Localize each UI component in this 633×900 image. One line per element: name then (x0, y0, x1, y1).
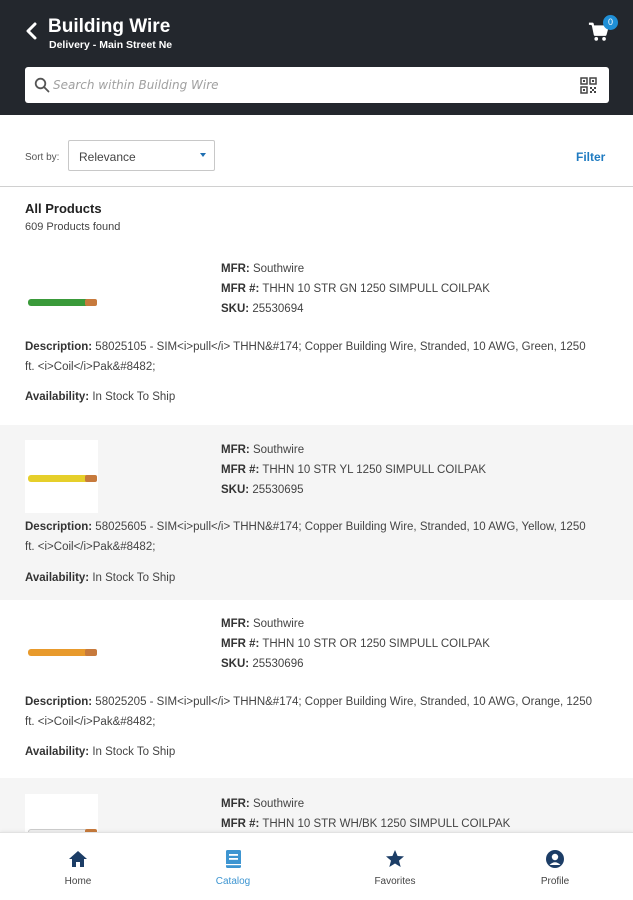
product-image (25, 440, 98, 513)
availability-label: Availability: (25, 391, 90, 403)
product-description (25, 337, 595, 377)
sku-label: SKU: (221, 303, 250, 315)
mfr-num-label: MFR #: (221, 464, 260, 476)
sku-label: SKU: (221, 658, 250, 670)
mfr-num-label: MFR #: (221, 818, 260, 830)
product-card[interactable] (0, 425, 633, 600)
cart-count-badge: 0 (603, 15, 618, 30)
catalog-icon (223, 849, 243, 869)
product-description (25, 517, 595, 557)
mfr-num-line (221, 634, 490, 654)
product-availability (25, 746, 175, 758)
page-title: Building Wire (48, 16, 171, 37)
availability-label: Availability: (25, 746, 90, 758)
description-label: Description: (25, 341, 93, 353)
search-icon (34, 77, 50, 93)
mfr-num-label: MFR #: (221, 283, 260, 295)
mfr-label: MFR: (221, 444, 250, 456)
mfr-line (221, 259, 490, 279)
availability-value: In Stock To Ship (92, 391, 176, 403)
wire-tip-image (85, 649, 97, 656)
mfr-num-value: THHN 10 STR WH/BK 1250 SIMPULL COILPAK (262, 818, 511, 830)
product-card[interactable] (0, 600, 633, 778)
nav-label: Catalog (215, 876, 251, 887)
mfr-value: Southwire (252, 263, 305, 275)
sort-label: Sort by: (25, 152, 60, 163)
sku-line (221, 654, 490, 674)
qr-code-icon[interactable] (580, 77, 597, 94)
mfr-num-value: THHN 10 STR GN 1250 SIMPULL COILPAK (262, 283, 490, 295)
filter-button[interactable]: Filter (576, 150, 606, 164)
nav-profile[interactable] (505, 833, 605, 900)
description-value: 58025605 - SIM<i>pull</i> THHN&#174; Copper Building Wire, Stranded, 10 AWG, Yellow, 1250 ft. <i>Coil</i>Pak&#8482; (25, 521, 586, 553)
nav-catalog[interactable] (183, 833, 283, 900)
caret-down-icon (200, 153, 206, 157)
search-bar (25, 67, 609, 103)
app-header (0, 0, 633, 115)
product-image (25, 264, 98, 337)
mfr-value: Southwire (252, 618, 305, 630)
mfr-label: MFR: (221, 263, 250, 275)
back-button[interactable] (20, 18, 42, 44)
mfr-num-line (221, 814, 510, 832)
sku-value: 25530695 (252, 484, 304, 496)
mfr-line (221, 794, 510, 814)
mfr-num-label: MFR #: (221, 638, 260, 650)
sku-value: 25530694 (252, 303, 304, 315)
product-availability (25, 572, 175, 584)
nav-home[interactable] (28, 833, 128, 900)
mfr-num-line (221, 279, 490, 299)
product-count: 609 Products found (25, 221, 121, 233)
sort-value: Relevance (79, 150, 136, 164)
sort-dropdown[interactable] (68, 140, 215, 171)
availability-value: In Stock To Ship (92, 746, 176, 758)
sku-value: 25530696 (252, 658, 304, 670)
home-icon (68, 849, 88, 869)
product-card[interactable] (0, 250, 633, 425)
mfr-line (221, 614, 490, 634)
mfr-line (221, 440, 486, 460)
availability-value: In Stock To Ship (92, 572, 176, 584)
product-card[interactable] (0, 778, 633, 832)
availability-label: Availability: (25, 572, 90, 584)
search-input[interactable] (53, 67, 573, 103)
sku-label: SKU: (221, 484, 250, 496)
star-icon (385, 849, 405, 869)
section-title: All Products (25, 201, 102, 216)
mfr-label: MFR: (221, 618, 250, 630)
product-meta (221, 794, 510, 832)
mfr-value: Southwire (252, 798, 305, 810)
bottom-nav (0, 832, 633, 900)
profile-icon (545, 849, 565, 869)
sku-line (221, 480, 486, 500)
description-label: Description: (25, 696, 93, 708)
mfr-num-value: THHN 10 STR OR 1250 SIMPULL COILPAK (262, 638, 490, 650)
product-description (25, 692, 595, 732)
chevron-left-icon (25, 22, 37, 40)
nav-favorites[interactable] (345, 833, 445, 900)
sku-line (221, 299, 490, 319)
delivery-location: Delivery - Main Street Ne (49, 39, 173, 51)
product-image (25, 794, 98, 832)
mfr-value: Southwire (252, 444, 305, 456)
mfr-label: MFR: (221, 798, 250, 810)
product-availability (25, 391, 175, 403)
product-meta (221, 440, 486, 500)
mfr-num-value: THHN 10 STR YL 1250 SIMPULL COILPAK (262, 464, 487, 476)
cart-button[interactable] (588, 18, 618, 44)
product-meta (221, 259, 490, 319)
nav-label: Profile (540, 876, 570, 887)
nav-label: Home (64, 876, 92, 887)
sort-bar (0, 115, 633, 187)
product-image (25, 614, 98, 687)
wire-tip-image (85, 475, 97, 482)
description-value: 58025105 - SIM<i>pull</i> THHN&#174; Copper Building Wire, Stranded, 10 AWG, Green, 1250 ft. <i>Coil</i>Pak&#8482; (25, 341, 586, 373)
wire-tip-image (85, 299, 97, 306)
product-meta (221, 614, 490, 674)
mfr-num-line (221, 460, 486, 480)
description-label: Description: (25, 521, 93, 533)
nav-label: Favorites (374, 876, 416, 887)
description-value: 58025205 - SIM<i>pull</i> THHN&#174; Copper Building Wire, Stranded, 10 AWG, Orange, 1250 ft. <i>Coil</i>Pak&#8482; (25, 696, 592, 728)
